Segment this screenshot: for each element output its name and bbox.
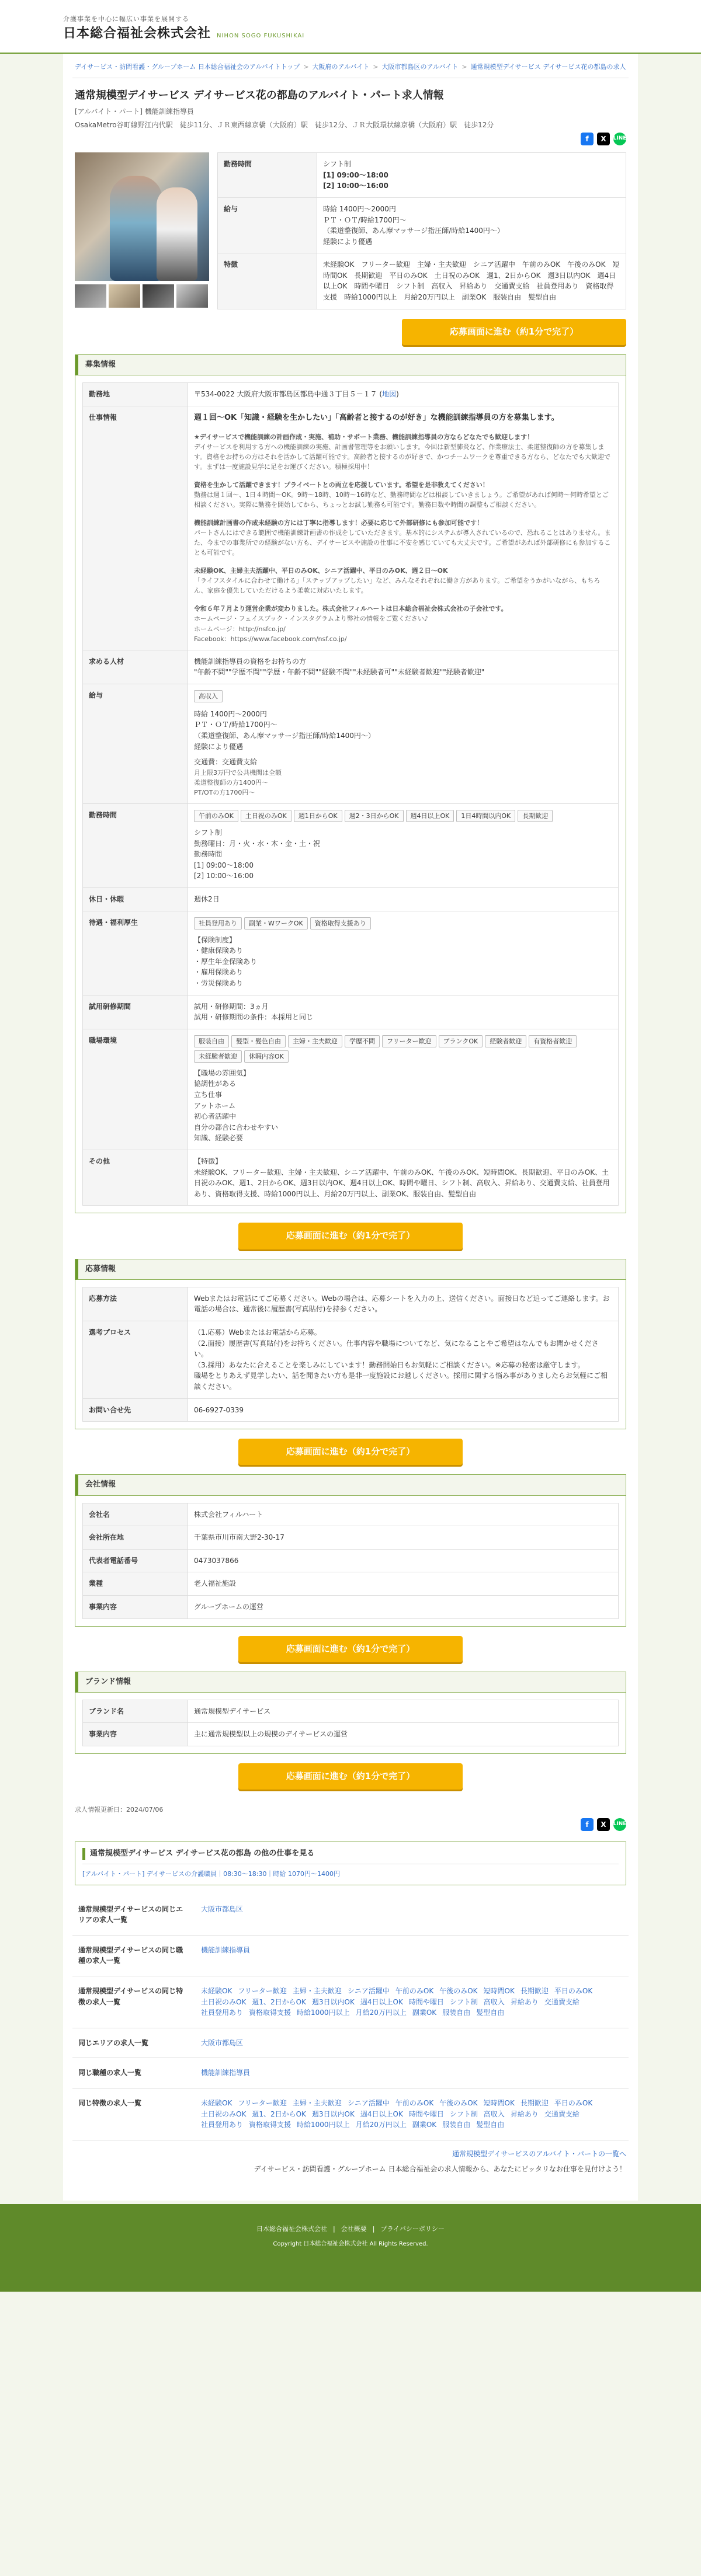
pay-note: 月上限3万円で公共機関は全額 柔道整復師の方1400円〜 PT/OTの方1700円〜 xyxy=(194,768,282,796)
related-row-link[interactable]: 短時間OK xyxy=(483,1986,515,1995)
x-icon[interactable]: X xyxy=(597,1818,610,1831)
breadcrumb-item[interactable]: 大阪府のアルバイト xyxy=(312,63,370,71)
updated-date: 求人情報更新日：2024/07/06 xyxy=(75,1806,164,1814)
related-row-label: 通常規模型デイサービスの同じ職種の求人一覧 xyxy=(72,1935,195,1976)
other-value: 【特徴】 未経験OK、フリーター歓迎、主婦・主夫歓迎、シニア活躍中、午前のみOK、午後のみOK、短時間OK、長期歓迎、平日のみOK、土日祝のみOK、週1、2日からOK、週3日以内OK、週4日以上OK、時間や曜日、シフト制、高収入、昇給あり、交通費支給、社員登用あり、資格取得支援、時給1000円以上、月給20万円以上、副業OK、服装自由、髪型自由 xyxy=(188,1150,619,1206)
page-title: 通常規模型デイサービス デイサービス花の都島のアルバイト・パート求人情報 xyxy=(75,89,444,102)
holiday-label: 休日・休暇 xyxy=(83,887,188,911)
pay-transport: 交通費：交通費支給 xyxy=(194,758,258,767)
env-tag: 髪型・髪色自由 xyxy=(231,1035,286,1047)
site-logo[interactable]: 日本総合福祉会株式会社 xyxy=(63,26,211,41)
hours-label: 勤務時間 xyxy=(83,803,188,887)
related-row-link[interactable]: 土日祝のみOK xyxy=(201,2109,247,2118)
related-job-link[interactable]: [アルバイト・パート] デイサービスの介護職員｜08:30〜18:30｜時給 1070円〜1400円 xyxy=(82,1864,619,1879)
benefit-value: 【保険制度】 ・健康保険あり ・厚生年金保険あり ・雇用保険あり ・労災保険あり xyxy=(194,935,258,987)
access-line: OsakaMetro谷町線野江内代駅 徒歩11分、ＪＲ東西線京橋（大阪府）駅 徒歩12分、ＪＲ大阪環状線京橋（大阪府）駅 徒歩12分 xyxy=(75,120,494,129)
summary-pay-label: 給与 xyxy=(218,197,317,253)
related-row-link[interactable]: 午後のみOK xyxy=(439,1986,478,1995)
company-name-label: 会社名 xyxy=(83,1503,188,1526)
apply-button[interactable]: 応募画面に進む（約1分で完了） xyxy=(238,1636,463,1662)
env-label: 職場環境 xyxy=(83,1029,188,1150)
related-row-link[interactable]: 未経験OK xyxy=(201,2098,232,2107)
job-p1: デイサービスを利用する方への機能訓練の実施、計画書管理等をお願いします。今回は新型肺炎など、作業療法士、柔道整復師の方を募集します。資格をお持ちの方はそれを活かして活躍可能です。高齢者と接するのが好きで、かつチームワークを尊重できる方なら、どなたでも大歓迎です。まずは一度施設見学に足をお運びください。積極採用中！ xyxy=(194,443,611,471)
person-label: 求める人材 xyxy=(83,650,188,684)
photo-thumbnail[interactable] xyxy=(109,284,140,308)
hours-tag: 週2・3日からOK xyxy=(345,810,404,822)
related-row xyxy=(72,2058,629,2088)
related-row-link[interactable]: 時給1000円以上 xyxy=(297,2008,350,2017)
env-tag: 主婦・主夫歓迎 xyxy=(288,1035,342,1047)
breadcrumb-item[interactable]: デイサービス・訪問看護・グループホーム 日本総合福祉会のアルバイトトップ xyxy=(75,63,300,71)
related-row-link[interactable]: 服装自由 xyxy=(442,2121,471,2129)
apply-heading: 応募情報 xyxy=(75,1259,626,1280)
related-row-link[interactable]: 午後のみOK xyxy=(439,2098,478,2107)
job-p5-head: 令和６年７月より運営企業が変わりました。株式会社フィルハートは日本総合福祉会株式会社の子会社です。 xyxy=(194,605,508,613)
env-tag: 経験者歓迎 xyxy=(485,1035,526,1047)
related-row-link[interactable]: 時給1000円以上 xyxy=(297,2121,350,2129)
bottom-note: デイサービス・訪問看護・グループホーム 日本総合福祉会の求人情報から、あなたにピッタリなお仕事を見付けよう！ xyxy=(254,2165,626,2174)
related-row-link[interactable]: 髪型自由 xyxy=(476,2008,505,2017)
summary-feature-label: 特徴 xyxy=(218,253,317,309)
benefit-tag: 社員登用あり xyxy=(194,917,242,930)
location-value: 〒534-0022 大阪府大阪市都島区都島中通３丁目５－１７ xyxy=(194,390,377,399)
env-tag: 未経験者歓迎 xyxy=(194,1050,242,1063)
company-address-value: 千葉県市川市南大野2-30-17 xyxy=(188,1526,619,1550)
related-row-link[interactable]: 資格取得支援 xyxy=(249,2121,291,2129)
job-p4: 「ライフスタイルに合わせて働ける」「ステップアップしたい」など、みんなそれぞれに働き方があります。ご希望をうかがいながら、もちろん、家庭を優先していただけるよう柔軟に対応いたします。 xyxy=(194,577,601,595)
job-list-link[interactable]: 通常規模型デイサービスのアルバイト・パートの一覧へ xyxy=(452,2149,626,2158)
related-row-link[interactable]: 大阪市都島区 xyxy=(201,1905,244,1913)
related-row-link[interactable]: 主婦・主夫歓迎 xyxy=(292,1986,342,1995)
related-list-table xyxy=(72,1895,629,2140)
company-industry-label: 業種 xyxy=(83,1572,188,1596)
breadcrumb-current: 通常規模型デイサービス デイサービス花の都島の求人 xyxy=(470,63,626,71)
brand-section xyxy=(75,1672,626,1754)
photo-gallery xyxy=(75,152,209,309)
copyright: Copyright 日本総合福祉会株式会社 All Rights Reserved. xyxy=(273,2240,428,2247)
company-address-label: 会社所在地 xyxy=(83,1526,188,1550)
related-row-link[interactable]: 長期歓迎 xyxy=(520,1986,549,1995)
env-value: 【職場の雰囲気】 協調性がある 立ち仕事 アットホーム 初心者活躍中 自分の都合に合わせやすい 知識、経験必要 xyxy=(194,1068,279,1143)
related-row-link[interactable]: 副業OK xyxy=(412,2121,437,2129)
job-p3-head: 機能訓練計画書の作成未経験の方には丁寧に指導します！必要に応じて外部研修にも参加可能です！ xyxy=(194,519,483,527)
site-logo-en: NIHON SOGO FUKUSHIKAI xyxy=(217,33,305,40)
related-row-link[interactable]: 交通費支給 xyxy=(544,2109,579,2118)
site-header xyxy=(0,0,701,54)
related-row-link[interactable]: 服装自由 xyxy=(442,2008,471,2017)
x-icon[interactable]: X xyxy=(597,133,610,145)
process-label: 選考プロセス xyxy=(83,1321,188,1398)
method-label: 応募方法 xyxy=(83,1287,188,1321)
pay-label: 給与 xyxy=(83,684,188,803)
brand-name-label: ブランド名 xyxy=(83,1700,188,1723)
related-row-link[interactable]: 主婦・主夫歓迎 xyxy=(292,2098,342,2107)
hours-value: シフト制 勤務曜日：月・火・水・木・金・土・祝 勤務時間 [1] 09:00〜18:00 [2] 10:00〜16:00 xyxy=(194,829,321,880)
person-value: 機能訓練指導員の資格をお持ちの方 "年齢不問""学歴不問""学歴・年齢不問""経験不問""未経験者可""未経験者歓迎""経験者歓迎" xyxy=(188,650,619,684)
related-row-link[interactable]: 平日のみOK xyxy=(554,2098,593,2107)
related-row-label: 通常規模型デイサービスの同じ特徴の求人一覧 xyxy=(72,1976,195,2028)
related-row-link[interactable]: 長期歓迎 xyxy=(520,2098,549,2107)
job-p4-head: 未経験OK、主婦主夫活躍中、平日のみOK、シニア活躍中、平日のみOK、週２日〜OK xyxy=(194,567,448,575)
related-row-link[interactable]: フリーター歓迎 xyxy=(238,2098,287,2107)
related-row-label: 同じ職種の求人一覧 xyxy=(72,2058,195,2088)
header-tagline: 介護事業を中心に幅広い事業を展開する xyxy=(63,15,189,23)
related-row-link[interactable]: フリーター歓迎 xyxy=(238,1986,287,1995)
benefit-label: 待遇・福利厚生 xyxy=(83,911,188,995)
line-icon[interactable]: LINE xyxy=(613,1818,626,1831)
related-row-link[interactable]: 社員登用あり xyxy=(201,2121,244,2129)
related-row-link[interactable]: 昇給あり xyxy=(510,1997,539,2006)
related-row xyxy=(72,1976,629,2028)
related-row-link[interactable]: 平日のみOK xyxy=(554,1986,593,1995)
related-row-label: 同じ特徴の求人一覧 xyxy=(72,2088,195,2140)
site-footer: 日本総合福祉会株式会社 | 会社概要 | プライバシーポリシー Copyright 日本総合福祉会株式会社 All Rights Reserved. xyxy=(0,2204,701,2292)
apply-section xyxy=(75,1259,626,1429)
env-tag: 休暇内容OK xyxy=(244,1050,289,1063)
company-name-value: 株式会社フィルハート xyxy=(188,1503,619,1526)
job-type-line: [アルバイト・パート] 機能訓練指導員 xyxy=(75,107,194,116)
brand-business-label: 事業内容 xyxy=(83,1723,188,1746)
summary-shift-label: 勤務時間 xyxy=(218,153,317,198)
contact-value: 06-6927-0339 xyxy=(188,1398,619,1422)
other-label: その他 xyxy=(83,1150,188,1206)
footer-link[interactable]: 会社概要 xyxy=(341,2225,367,2233)
company-heading: 会社情報 xyxy=(75,1475,626,1495)
hours-tag: 週4日以上OK xyxy=(406,810,454,822)
job-p1-head: ★デイサービスで機能訓練の計画作成・実施、補助・サポート業務、機能訓練指導員の方ならどなたでも歓迎します！ xyxy=(194,433,534,441)
brand-name-value: 通常規模型デイサービス xyxy=(188,1700,619,1723)
apply-button[interactable]: 応募画面に進む（約1分で完了） xyxy=(238,1439,463,1465)
company-section xyxy=(75,1474,626,1626)
summary-shift-value: シフト制 xyxy=(323,160,352,169)
summary-pay-value: 時給 1400円〜2000円 ＰＴ・ＯＴ/時給1700円〜 （柔道整復師、あん摩マッサージ指圧師/時給1400円〜） 経験により優遇 xyxy=(317,197,626,253)
related-row-label: 同じエリアの求人一覧 xyxy=(72,2028,195,2058)
summary-table xyxy=(217,152,626,309)
share-buttons-bottom xyxy=(72,1818,626,1831)
company-phone-value: 0473037866 xyxy=(188,1549,619,1572)
related-row-link[interactable]: 週4日以上OK xyxy=(360,1997,403,2006)
company-business-label: 事業内容 xyxy=(83,1595,188,1618)
facebook-icon[interactable]: f xyxy=(581,133,594,145)
breadcrumb-item[interactable]: 大阪市都島区のアルバイト xyxy=(381,63,459,71)
env-tag: 服装自由 xyxy=(194,1035,229,1047)
company-phone-label: 代表者電話番号 xyxy=(83,1549,188,1572)
hours-tag: 長期歓迎 xyxy=(518,810,553,822)
photo-thumbnail[interactable] xyxy=(176,284,208,308)
related-row-link[interactable]: 大阪市都島区 xyxy=(201,2038,244,2047)
benefit-tag: 資格取得支援あり xyxy=(310,917,371,930)
company-business-value: グループホームの運営 xyxy=(188,1595,619,1618)
related-row-link[interactable]: 午前のみOK xyxy=(395,2098,434,2107)
related-row-link[interactable]: 高収入 xyxy=(483,1997,505,2006)
job-p2-head: 資格を生かして活躍できます！プライベートとの両立を応援しています。希望を是非教えてください！ xyxy=(194,481,489,489)
job-info-label: 仕事情報 xyxy=(83,406,188,650)
related-row-link[interactable]: シニア活躍中 xyxy=(347,2098,390,2107)
hours-tag: 週1日からOK xyxy=(294,810,342,822)
hours-tag: 1日4時間以内OK xyxy=(456,810,515,822)
related-row-label: 通常規模型デイサービスの同じエリアの求人一覧 xyxy=(72,1895,195,1936)
benefit-tag: 副業・WワークOK xyxy=(244,917,308,930)
related-row-link[interactable]: 週3日以内OK xyxy=(311,1997,355,2006)
job-p3: パートさんにはできる範囲で機能訓練計画書の作成をしていただきます。基本的にシステムが導入されているので、恐れることはありません。また、今までの事業所での経験がない方も、デイサービスや施設の仕事に不安を感じていても大丈夫です。ご希望があれば外部研修にも参加することも可能です。 xyxy=(194,529,611,557)
related-row-link[interactable]: 週4日以上OK xyxy=(360,2109,403,2118)
env-tag: ブランクOK xyxy=(439,1035,483,1047)
env-tag: 有資格者歓迎 xyxy=(529,1035,577,1047)
footer-link[interactable]: プライバシーポリシー xyxy=(380,2225,445,2233)
footer-link[interactable]: 日本総合福祉会株式会社 xyxy=(256,2225,328,2233)
main-photo xyxy=(75,152,209,281)
related-row-link[interactable]: シフト制 xyxy=(449,2109,478,2118)
job-lead: 週１回〜OK「知識・経験を生かしたい」「高齢者と接するのが好き」な機能訓練指導員の方を募集します。 xyxy=(194,413,559,422)
related-row xyxy=(72,1895,629,1936)
related-row-link[interactable]: 短時間OK xyxy=(483,2098,515,2107)
breadcrumb: デイサービス・訪問看護・グループホーム 日本総合福祉会のアルバイトトップ > 大阪府のアルバイト > 大阪市都島区のアルバイト > 通常規模型デイサービス デイサービス花の都島の求人 xyxy=(72,54,629,78)
trial-value: 試用・研修期間：3ヵ月 試用・研修期間の条件：本採用と同じ xyxy=(188,995,619,1029)
process-value: （1.応募）Webまたはお電話から応募。 （2.面接）履歴書(写真貼付)をお持ちください。仕事内容や職場についてなど、気になることやご希望はなんでもお聞かせください。 （3.採用）あなたに合えることを楽しみにしています！勤務開始日もお気軽にご相談ください。※応募の秘密は厳守します。 職場をとりあえず見学したい、話を聞きたい方も是非一度施設にお越しください。採用に関する悩み事がありましたらお気軽にご相談ください。 xyxy=(188,1321,619,1398)
brand-heading: ブランド情報 xyxy=(75,1672,626,1693)
related-row-link[interactable]: シフト制 xyxy=(449,1997,478,2006)
job-p2: 勤務は週１回〜、1日４時間〜OK。9時〜18時、10時〜16時など、勤務時間などは相談していきましょう。ご希望があれば何時〜何時希望とご相談ください。実際に勤務を開始してから、ちょっとお試し勤務も可能です。勤務日数や時間の調整もご相談ください。 xyxy=(194,491,609,509)
related-title: 通常規模型デイサービス デイサービス花の都島 の他の仕事を見る xyxy=(82,1848,619,1860)
job-p5: ホームページ・フェイスブック・インスタグラムより弊社の情報をご覧ください♪ ホームページ：http://nsfco.jp/ Facebook：https://www.facebook.com/nsf.co.jp/ xyxy=(194,615,428,643)
related-row-link[interactable]: 副業OK xyxy=(412,2008,437,2017)
related-row-link[interactable]: 機能訓練指導員 xyxy=(201,1945,251,1954)
method-value: Webまたはお電話にてご応募ください。Webの場合は、応募シートを入力の上、送信ください。面接日など追ってご連絡します。お電話の場合は、通常後に履歴書(写真貼付)を持参ください。 xyxy=(188,1287,619,1321)
related-row-link[interactable]: 土日祝のみOK xyxy=(201,1997,247,2006)
holiday-value: 週休2日 xyxy=(188,887,619,911)
related-row-link[interactable]: 昇給あり xyxy=(510,2109,539,2118)
apply-button[interactable]: 応募画面に進む（約1分で完了） xyxy=(402,319,626,345)
location-label: 勤務地 xyxy=(83,383,188,406)
apply-button[interactable]: 応募画面に進む（約1分で完了） xyxy=(238,1763,463,1790)
pay-tag: 高収入 xyxy=(194,690,223,702)
trial-label: 試用研修期間 xyxy=(83,995,188,1029)
summary-shift-times: [1] 09:00〜18:00 [2] 10:00〜16:00 xyxy=(323,170,388,190)
line-icon[interactable]: LINE xyxy=(613,133,626,145)
facebook-icon[interactable]: f xyxy=(581,1818,594,1831)
related-row-link[interactable]: 週3日以内OK xyxy=(311,2109,355,2118)
map-link[interactable]: 地図 xyxy=(382,390,397,399)
share-buttons xyxy=(72,133,626,145)
related-row-link[interactable]: 月給20万円以上 xyxy=(355,2121,407,2129)
pay-value: 時給 1400円〜2000円 ＰＴ・ＯＴ/時給1700円〜 （柔道整復師、あん摩マッサージ指圧師/時給1400円〜） 経験により優遇 xyxy=(194,709,375,751)
hours-tag: 土日祝のみOK xyxy=(241,810,291,822)
related-row xyxy=(72,2028,629,2058)
env-tag: フリーター歓迎 xyxy=(382,1035,436,1047)
related-jobs xyxy=(75,1842,626,1885)
related-row-link[interactable]: 高収入 xyxy=(483,2109,505,2118)
related-row-link[interactable]: 機能訓練指導員 xyxy=(201,2069,251,2077)
main-container xyxy=(63,54,638,2201)
related-row-link[interactable]: 髪型自由 xyxy=(476,2121,505,2129)
related-row-link[interactable]: 週1、2日からOK xyxy=(252,2109,306,2118)
related-row-link[interactable]: 時間や曜日 xyxy=(408,2109,444,2118)
brand-business-value: 主に通常規模型以上の規模のデイサービスの運営 xyxy=(188,1723,619,1746)
company-industry-value: 老人福祉施設 xyxy=(188,1572,619,1596)
related-row-link[interactable]: 社員登用あり xyxy=(201,2008,244,2017)
recruit-section: 募集情報 勤務地 〒534-0022 大阪府大阪市都島区都島中通３丁目５－１７ (地図) 仕事情報 週１回〜OK「知識・経験を生かしたい」「高齢者と接するのが好き」な機能訓練指導員の方を募集します。 ★デイサービスで機能訓練の計画作成・実施、補助・サポート業務、機能訓練指導員の方ならどなたでも歓迎します！ デイサービスを利用する方への機能訓練の実施、計画書管理等をお願いします。今回は新型肺炎など、作業療法士、柔道整復師の方を募集します。資格をお持ちの方はそれを活かして活躍可能です。高齢者と接するのが好きで、かつチームワークを尊重できる方なら、どなたでも大歓迎です。まずは一度施設見学に足をお運びください。積極採用中！ 資格を生かして活躍できます！プライベートとの両立を応援しています。希望を是非教えてください！ 勤務は週１回〜、1日４時間〜OK。9時〜18時、10時〜16時など、勤務時間などは相談していきましょう。ご希望があれば何時〜何時希望とご相談ください。実際に勤務を開始してから、ちょっとお試し勤務も可能です。勤務日数や時間の調整もご相談ください。 機能訓練計画書の作成未経験の方には丁寧に指導します！必要に応じて外部研修にも参加可能です！ パートさんにはできる範囲で機能訓練計画書の作成をしていただきます。基本的にシステムが導入されているので、恐れることはありません。また、今までの事業所での経験がない方も、デイサービスや施設の仕事に不安を感じていても大丈夫です。ご希望があれば外部研修にも参加することも可能です。 未経験OK、主婦主夫活躍中、平日のみOK、シニア活躍中、平日のみOK、週２日〜OK 「ライフスタイルに合わせて働ける」「ステップアップしたい」など、みんなそれぞれに働き方があります。ご希望をうかがいながら、もちろん、家庭を優先していただけるよう柔軟に対応いたします。 令和６年７月より運営企業が変わりました。株式会社フィルハートは日本総合福祉会株式会社の子会社です。 ホームページ・フェイスブック・インスタグラムより弊社の情報をご覧ください♪ ホームページ：http://nsfco.jp/ Facebook：https://www.facebook.com/nsf.co.jp/ 求める人材 機能訓練指導員の資格をお持ちの方 "年齢不問""学歴不問""学歴・年齢不問""経験不問""未経験者可""未経験者歓迎""経験者歓迎" 給与 高収入 時給 1400円〜2000円 ＰＴ・ＯＴ/時給1700円〜 （柔道整復師、あん摩マッサージ指圧師/時給1400円〜） 経験により優遇 交通費：交通費支給 月上限3万円で公共機関は全額 柔道整復師の方1400円〜 PT/OTの方1700円〜 勤務時間 午前のみOK 土日祝のみOK 週1日からOK 週2・3日からOK 週4日以上OK 1日4時間以内OK 長期歓迎 シフト制 勤務曜日：月・火・水・木・金・土・祝 勤務時間 [1] 09:00〜18:00 [2] 10:00〜16:00 休日・休暇 週休2日 待遇・福利厚生 社員登用あり 副業・WワークOK 資格取得支援あり 【保険制度】 ・健康保険あり ・厚生年金保険あり ・雇用保険あり ・労災保険あり 試用研修期間 試用・研修期間：3ヵ月 試用・研修期間の条件：本採用と同じ 職場環境 服装自由 髪型・髪色自由 主婦・主夫歓迎 学歴不問 フリーター歓迎 ブランクOK 経験者歓迎 有資格者歓迎未経験者歓迎 休暇内容OK 【職場の雰囲気】 協調性がある 立ち仕事 アットホーム 初心者活躍中 自分の都合に合わせやすい 知識、経験必要 その他 【特徴】 未経験OK、フリーター歓迎、主婦・主夫歓迎、シニア活躍中、午前のみOK、午後のみOK、短時間OK、長期歓迎、平日のみOK、土日祝のみOK、週1、2日からOK、週3日以内OK、週4日以上OK、時間や曜日、シフト制、高収入、昇給あり、交通費支給、社員登用あり、資格取得支援、時給1000円以上、月給20万円以上、副業OK、服装自由、髪型自由 xyxy=(75,354,626,1214)
related-row xyxy=(72,2088,629,2140)
job-summary xyxy=(72,149,629,319)
related-row-link[interactable]: 週1、2日からOK xyxy=(252,1997,306,2006)
related-row-link[interactable]: 交通費支給 xyxy=(544,1997,579,2006)
related-row-link[interactable]: 資格取得支援 xyxy=(249,2008,291,2017)
related-row-link[interactable]: 午前のみOK xyxy=(395,1986,434,1995)
recruit-heading: 募集情報 xyxy=(75,355,626,375)
related-row-link[interactable]: 未経験OK xyxy=(201,1986,232,1995)
related-row-link[interactable]: 時間や曜日 xyxy=(408,1997,444,2006)
related-row xyxy=(72,1935,629,1976)
env-tag: 学歴不問 xyxy=(345,1035,380,1047)
related-row-link[interactable]: シニア活躍中 xyxy=(347,1986,390,1995)
apply-button[interactable]: 応募画面に進む（約1分で完了） xyxy=(238,1223,463,1249)
hours-tag: 午前のみOK xyxy=(194,810,238,822)
summary-feature-value: 未経験OK フリーター歓迎 主婦・主夫歓迎 シニア活躍中 午前のみOK 午後のみOK 短時間OK 長期歓迎 平日のみOK 土日祝のみOK 週1、2日からOK 週3日以内OK 週4日以上OK 時間や曜日 シフト制 高収入 昇給あり 交通費支給 社員登用あり 資格取得支援 時給1000円以上 月給20万円以上 副業OK 服装自由 髪型自由 xyxy=(317,253,626,309)
photo-thumbnail[interactable] xyxy=(75,284,106,308)
photo-thumbnail[interactable] xyxy=(143,284,174,308)
hours-tags xyxy=(194,810,612,825)
contact-label: お問い合せ先 xyxy=(83,1398,188,1422)
related-row-link[interactable]: 月給20万円以上 xyxy=(355,2008,407,2017)
